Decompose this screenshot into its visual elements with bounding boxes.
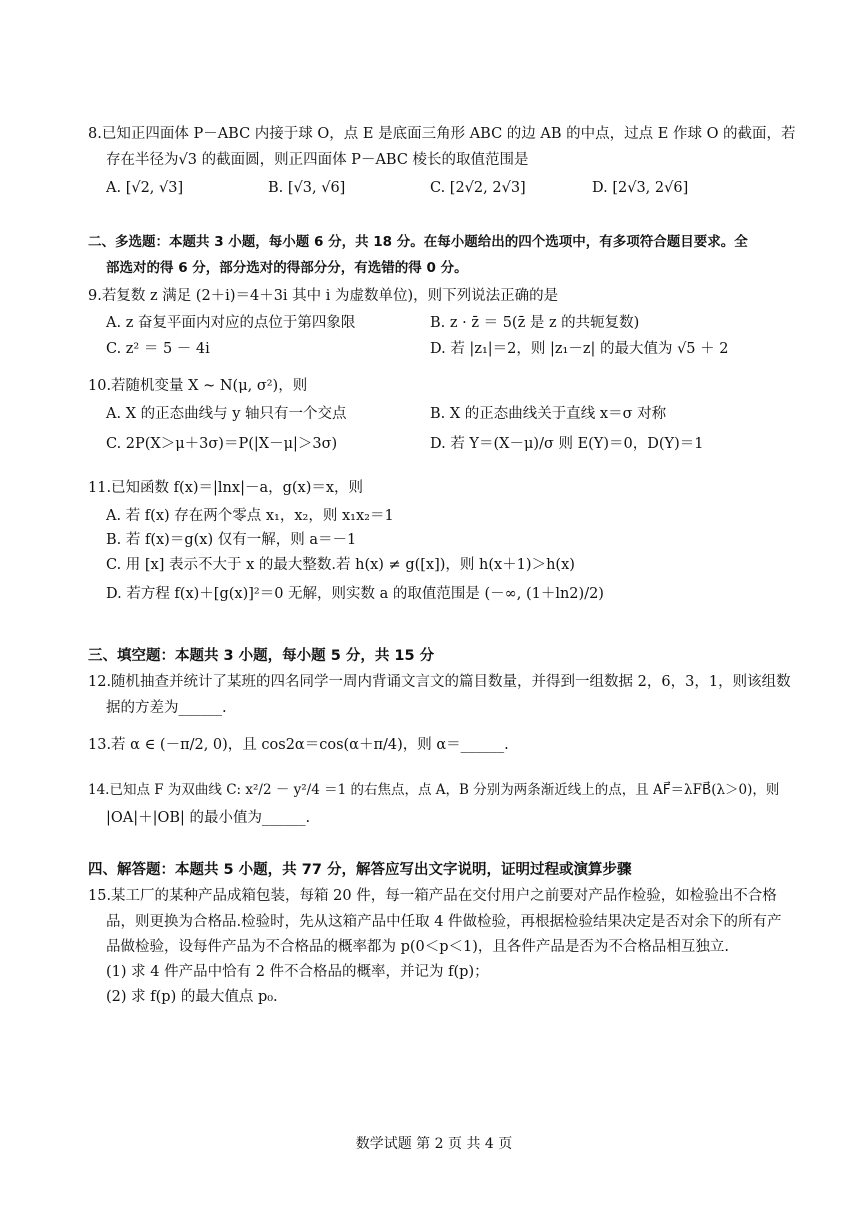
q11-stem: 11.已知函数 f(x)＝|lnx|－a，g(x)＝x，则	[88, 480, 364, 496]
section4-heading: 四、解答题：本题共 5 小题，共 77 分，解答应写出文字说明，证明过程或演算步骤	[88, 862, 632, 878]
q12-stem-line2: 据的方差为______.	[106, 700, 227, 716]
q9-option-d: D. 若 |z₁|＝2，则 |z₁－z| 的最大值为 √5 ＋ 2	[430, 341, 729, 357]
q15-part1: (1) 求 4 件产品中恰有 2 件不合格品的概率，并记为 f(p)；	[106, 964, 489, 980]
q9-option-c: C. z² ＝ 5 － 4i	[106, 341, 210, 357]
q10-option-a: A. X 的正态曲线与 y 轴只有一个交点	[106, 406, 347, 422]
q9-option-a: A. z 奋复平面内对应的点位于第四象限	[106, 315, 356, 331]
q9-option-b: B. z · z̄ ＝ 5(z̄ 是 z 的共轭复数)	[430, 315, 640, 331]
q11-option-d: D. 若方程 f(x)＋[g(x)]²＝0 无解，则实数 a 的取值范围是 (－∞, (1＋ln2)/2)	[106, 586, 604, 602]
q10-option-c: C. 2P(X＞μ＋3σ)＝P(|X－μ|＞3σ)	[106, 436, 338, 452]
q15-part2: (2) 求 f(p) 的最大值点 p₀.	[106, 989, 278, 1005]
q10-stem: 10.若随机变量 X ~ N(μ, σ²)，则	[88, 378, 308, 394]
q8-option-c: C. [2√2, 2√3]	[430, 180, 526, 196]
q15-line1: 15.某工厂的某种产品成箱包装，每箱 20 件，每一箱产品在交付用户之前要对产品作检验，如检验出不合格	[88, 888, 777, 904]
q14-stem-line1: 14.已知点 F 为双曲线 C: x²/2 － y²/4 ＝1 的右焦点，点 A，B 分别为两条渐近线上的点，且 AF⃗＝λFB⃗(λ＞0)，则	[88, 782, 780, 798]
q15-line3: 品做检验，设每件产品为不合格品的概率都为 p(0＜p＜1)，且各件产品是否为不合格品相互独立.	[106, 939, 730, 955]
q8-option-d: D. [2√3, 2√6]	[592, 180, 689, 196]
q11-option-a: A. 若 f(x) 存在两个零点 x₁，x₂，则 x₁x₂＝1	[106, 508, 394, 524]
section2-heading-line2: 部选对的得 6 分，部分选对的得部分分，有选错的得 0 分。	[106, 260, 468, 276]
section2-heading-line1: 二、多选题：本题共 3 小题，每小题 6 分，共 18 分。在每小题给出的四个选项中，有多项符合题目要求。全	[88, 234, 748, 250]
q14-stem-line2: |OA|＋|OB| 的最小值为______.	[106, 810, 311, 826]
q8-stem-line1: 8.已知正四面体 P－ABC 内接于球 O，点 E 是底面三角形 ABC 的边 AB 的中点，过点 E 作球 O 的截面，若	[88, 126, 796, 142]
q13-stem: 13.若 α ∈ (－π/2, 0)，且 cos2α＝cos(α＋π/4)，则 α＝______.	[88, 737, 509, 753]
q10-option-d: D. 若 Y＝(X－μ)/σ 则 E(Y)＝0，D(Y)＝1	[430, 436, 704, 452]
q11-option-b: B. 若 f(x)＝g(x) 仅有一解，则 a＝－1	[106, 532, 357, 548]
q11-option-c: C. 用 [x] 表示不大于 x 的最大整数.若 h(x) ≠ g([x])，则 h(x＋1)＞h(x)	[106, 557, 575, 573]
q15-line2: 品，则更换为合格品.检验时，先从这箱产品中任取 4 件做检验，再根据检验结果决定是否对余下的所有产	[106, 914, 782, 930]
q12-stem-line1: 12.随机抽查并统计了某班的四名同学一周内背诵文言文的篇目数量，并得到一组数据 2，6，3，1，则该组数	[88, 674, 791, 690]
q8-option-a: A. [√2, √3]	[106, 180, 184, 196]
section3-heading: 三、填空题：本题共 3 小题，每小题 5 分，共 15 分	[88, 648, 435, 664]
q8-stem-line2: 存在半径为√3 的截面圆，则正四面体 P－ABC 棱长的取值范围是	[106, 152, 529, 168]
q10-option-b: B. X 的正态曲线关于直线 x＝σ 对称	[430, 406, 667, 422]
q8-option-b: B. [√3, √6]	[268, 180, 346, 196]
page-footer: 数学试题 第 2 页 共 4 页	[355, 1136, 513, 1152]
q9-stem: 9.若复数 z 满足 (2＋i)＝4＋3i 其中 i 为虚数单位)，则下列说法正确的是	[88, 288, 559, 304]
